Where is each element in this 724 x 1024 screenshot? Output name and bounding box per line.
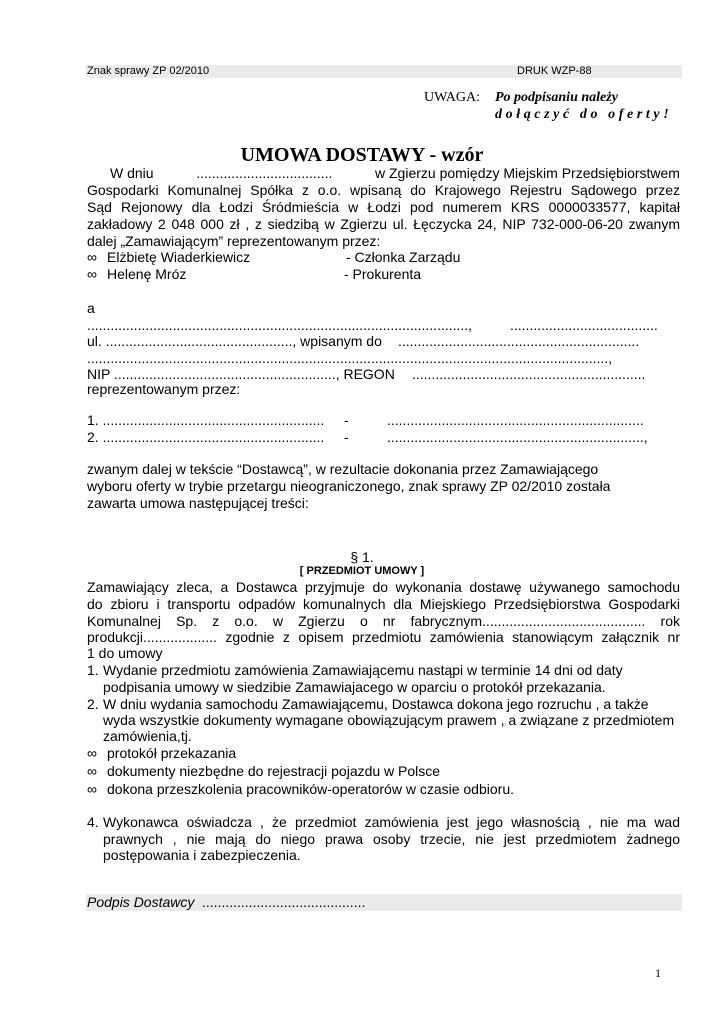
item-1-line-1: Wydanie przedmiotu zamówienia Zamawiającemu nastąpi w terminie 14 dni od daty xyxy=(103,662,623,678)
rep-dash: - xyxy=(344,429,349,445)
document-list-text: protokół przekazania xyxy=(107,745,237,761)
document-title: UMOWA DOSTAWY - wzór xyxy=(240,144,484,166)
section-p-line-5: 1 do umowy xyxy=(87,645,163,661)
infinity-bullet-icon: ∞ xyxy=(87,249,97,265)
item-4-line-1: Wykonawca oświadcza , że przedmiot zamówienia jest jego własnością , nie ma wad xyxy=(103,814,680,830)
called-line-3: zawarta umowa następującej treści: xyxy=(87,495,309,511)
representative-1-role: - Członka Zarządu xyxy=(346,249,461,265)
rep-name-blank: ......................................................... xyxy=(102,412,325,428)
document-list-item xyxy=(87,745,236,762)
signature-line xyxy=(86,894,682,911)
rep-number: 2. xyxy=(87,429,99,445)
intro-line-4: zakładowy 2 048 000 zł , z siedzibą w Zgierzu ul. Łęczycka 24, NIP 732-000-06-20 zwanym xyxy=(87,216,680,232)
signature-blank: .......................................... xyxy=(202,894,366,910)
representative-1 xyxy=(87,249,250,266)
form-code: DRUK WZP-88 xyxy=(517,65,592,77)
intro-line-1 xyxy=(110,165,680,182)
section-p-line-3: Komunalnej Sp. z o.o. w Zgierzu o nr fabrycznym.......................................... rok xyxy=(87,613,680,629)
contractor-represented-by: reprezentowanym przez: xyxy=(87,381,241,397)
rep-role-blank: .................................................................. xyxy=(387,412,644,428)
street-blank: ................................................, wpisanym do xyxy=(105,333,382,349)
notice-line-2: dołączyć do oferty! xyxy=(495,107,673,122)
notice-label: UWAGA: xyxy=(424,90,480,105)
infinity-bullet-icon: ∞ xyxy=(87,745,97,761)
rep-dash: - xyxy=(344,412,349,428)
register-blank: .............................................................. xyxy=(398,333,640,349)
intro-date-label: W dniu xyxy=(110,165,154,181)
page-number: 1 xyxy=(655,966,661,980)
section-p-line-4: produkcji................... zgodnie z opisem przedmiotu zamówienia stanowiącym załącznik nr xyxy=(87,629,680,645)
document-list-item xyxy=(87,763,440,780)
representative-2-role: - Prokurenta xyxy=(344,266,422,282)
contractor-name-blank-2: ...................................... xyxy=(510,317,658,333)
rep-name-blank: ......................................................... xyxy=(102,429,325,445)
signature-label: Podpis Dostawcy xyxy=(87,894,195,910)
regon-blank: ............................................................ xyxy=(412,366,646,382)
document-list-item xyxy=(87,781,514,798)
item-4-line-3: postępowania i zabezpieczenia. xyxy=(103,847,301,863)
item-4-line-2: prawnych , nie mają do niego prawa osoby trzecie, nie jest przedmiotem żadnego xyxy=(103,831,680,847)
intro-line-3: Sąd Rejonowy dla Łodzi Śródmieścia w Łodzi pod numerem KRS 0000033577, kapitał xyxy=(87,199,680,215)
document-list-text: dokona przeszkolenia pracowników-operatorów w czasie odbioru. xyxy=(107,781,514,797)
contractor-name-blank: .................................................................................................., xyxy=(87,317,473,333)
contractor-a-label: a xyxy=(87,300,95,316)
infinity-bullet-icon: ∞ xyxy=(87,266,97,282)
rep-role-blank: .................................................................., xyxy=(387,429,648,445)
representative-name: Elżbietę Wiaderkiewicz xyxy=(107,249,251,265)
document-header xyxy=(86,65,682,78)
section-p-line-1: Zamawiający zleca, a Dostawca przyjmuje do wykonania dostawę używanego samochodu xyxy=(87,579,680,595)
infinity-bullet-icon: ∞ xyxy=(87,763,97,779)
section-subtitle: [ PRZEDMIOT UMOWY ] xyxy=(299,565,425,577)
intro-line-1-text: w Zgierzu pomiędzy Miejskim Przedsiębiorstwem xyxy=(375,165,680,181)
document-list-text: dokumenty niezbędne do rejestracji pojazdu w Polsce xyxy=(107,763,441,779)
infinity-bullet-icon: ∞ xyxy=(87,781,97,797)
item-2-line-1: W dniu wydania samochodu Zamawiającemu, Dostawca dokona jego rozruchu , a także xyxy=(103,696,649,712)
called-line-2: wyboru oferty w trybie przetargu nieograniczonego, znak sprawy ZP 02/2010 została xyxy=(87,478,611,494)
notice xyxy=(424,89,673,122)
intro-line-2: Gospodarki Komunalnej Spółka z o.o. wpisaną do Krajowego Rejestru Sądowego przez xyxy=(87,182,680,198)
intro-date-dots: ................................... xyxy=(196,165,333,181)
contractor-rep-1 xyxy=(87,412,324,429)
nip-blank: ........................................................., REGON xyxy=(113,366,395,382)
street-label: ul. xyxy=(87,333,102,349)
notice-line-1: Po podpisaniu należy xyxy=(495,90,618,105)
case-number: Znak sprawy ZP 02/2010 xyxy=(87,65,210,77)
rep-number: 1. xyxy=(87,412,99,428)
section-number: § 1. xyxy=(350,549,374,565)
contractor-rep-2 xyxy=(87,429,324,446)
section-p-line-2: do zbioru i transportu odpadów komunalnych dla Miejskiego Przedsiębiorstwa Gospodarki xyxy=(87,596,680,612)
intro-line-5: dalej „Zamawiającym” reprezentowanym przez: xyxy=(87,233,381,249)
item-2-line-3: zamówienia,tj. xyxy=(103,728,192,744)
item-2-line-2: wyda wszystkie dokumenty wymagane obowiązującym prawem , a związane z przedmiotem xyxy=(103,712,675,728)
representative-2 xyxy=(87,266,186,283)
item-2-number: 2. xyxy=(87,696,99,712)
nip-label: NIP xyxy=(87,366,111,382)
item-4-number: 4. xyxy=(87,814,99,830)
contractor-blank-line: ......................................................................................................................................, xyxy=(87,350,613,366)
item-1-number: 1. xyxy=(87,662,99,678)
representative-name: Helenę Mróz xyxy=(107,266,187,282)
item-1-line-2: podpisania umowy w siedzibie Zamawiajacego w oparciu o protokół przekazania. xyxy=(103,679,606,695)
called-line-1: zwanym dalej w tekście “Dostawcą”, w rezultacie dokonania przez Zamawiającego xyxy=(87,461,599,477)
contractor-address-line xyxy=(87,333,382,350)
